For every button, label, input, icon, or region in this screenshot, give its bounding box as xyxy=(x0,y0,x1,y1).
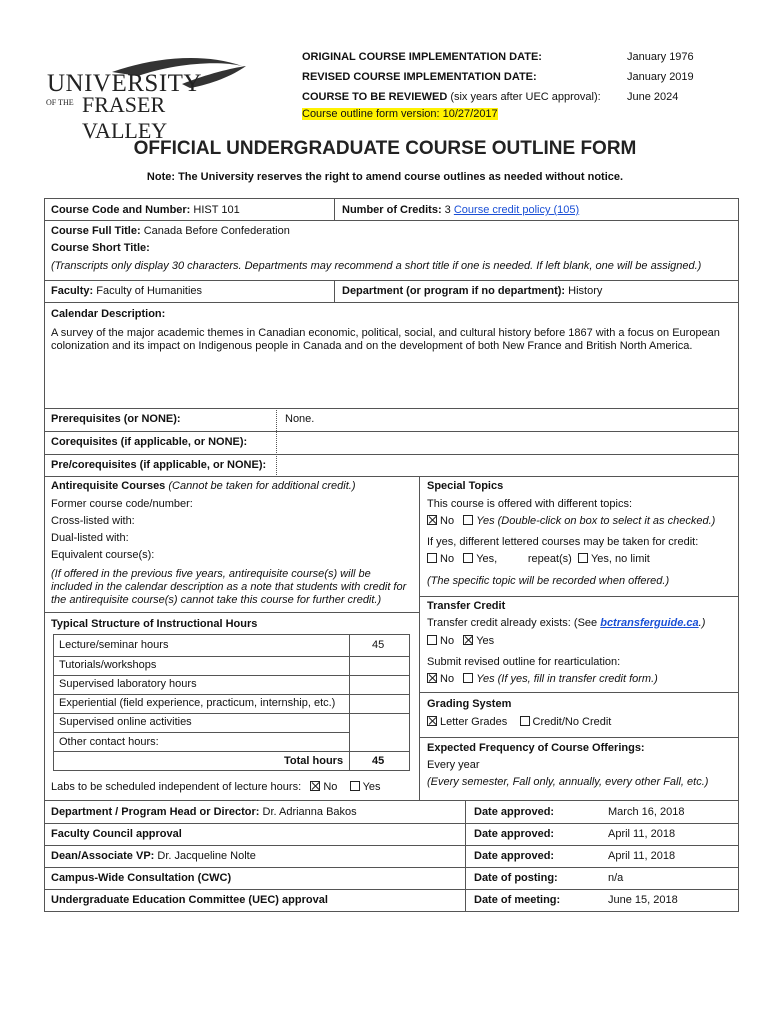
review-date-row xyxy=(302,91,601,103)
antireq-label: Antirequisite Courses xyxy=(51,480,166,492)
rearticulation-no-checkbox[interactable] xyxy=(427,673,437,683)
credits-label: Number of Credits: xyxy=(342,204,442,216)
frequency-note: (Every semester, Fall only, annually, every other Fall, etc.) xyxy=(427,776,709,788)
review-date-label: COURSE TO BE REVIEWED xyxy=(302,91,448,103)
approval-date-label: Date of meeting: xyxy=(474,894,561,906)
approval-value: Dr. Jacqueline Nolte xyxy=(154,850,256,862)
total-hours-value: 45 xyxy=(372,755,385,767)
approval-value: Dr. Adrianna Bakos xyxy=(259,806,357,818)
review-date-value: June 2024 xyxy=(627,91,679,103)
calendar-description[interactable]: A survey of the major academic themes in Canadian economic, political, social, and cultural history before 1867 with a focus on European colonization and its impact on Indigenous people in Canada and on the development of both New France and British North America. xyxy=(51,327,720,352)
hours-row-label: Experiential (field experience, practicum, internship, etc.) xyxy=(59,697,336,709)
approval-date-value[interactable]: June 15, 2018 xyxy=(608,894,678,906)
faculty-label: Faculty: xyxy=(51,285,94,297)
department-value: History xyxy=(565,285,603,297)
approval-row-label xyxy=(51,850,256,863)
faculty-value: Faculty of Humanities xyxy=(93,285,203,297)
course-code-field[interactable] xyxy=(51,204,240,217)
frequency-label: Expected Frequency of Course Offerings: xyxy=(427,742,645,754)
lettered-no-checkbox[interactable] xyxy=(427,553,437,563)
credit-no-credit-checkbox[interactable] xyxy=(520,716,530,726)
transfer-no-checkbox[interactable] xyxy=(427,635,437,645)
revised-date-value: January 2019 xyxy=(627,71,694,83)
bctransferguide-link[interactable]: bctransferguide.ca xyxy=(600,617,699,629)
special-no-label: No xyxy=(440,515,455,527)
transfer-yes-checkbox[interactable] xyxy=(463,635,473,645)
hours-label: Typical Structure of Instructional Hours xyxy=(51,618,258,630)
special-topics-label: Special Topics xyxy=(427,480,504,492)
transfer-exists-label: Transfer credit already exists: (See xyxy=(427,617,601,629)
grading-system-label: Grading System xyxy=(427,698,512,710)
amend-note: Note: The University reserves the right to amend course outlines as needed without notice. xyxy=(146,171,624,183)
letter-grades-label: Letter Grades xyxy=(440,716,508,728)
hours-row-label: Lecture/seminar hours xyxy=(59,639,169,651)
transfer-credit-label: Transfer Credit xyxy=(427,600,506,612)
credits-value: 3 xyxy=(441,204,454,216)
special-offered-options xyxy=(427,515,715,528)
full-title-label: Course Full Title: xyxy=(51,225,141,237)
full-title-value: Canada Before Confederation xyxy=(140,225,290,237)
former-course-label: Former course code/number: xyxy=(51,498,193,510)
rearticulation-options xyxy=(427,673,658,686)
special-no-checkbox[interactable] xyxy=(427,515,437,525)
credit-no-credit-label: Credit/No Credit xyxy=(532,716,612,728)
rearticulation-yes-label: Yes (If yes, fill in transfer credit form.) xyxy=(476,673,658,685)
labs-no-checkbox[interactable] xyxy=(310,781,320,791)
hours-row-label: Other contact hours: xyxy=(59,736,159,748)
cross-listed-label: Cross-listed with: xyxy=(51,515,135,527)
lettered-no-label: No xyxy=(440,553,455,565)
letter-grades-checkbox[interactable] xyxy=(427,716,437,726)
original-date-label: ORIGINAL COURSE IMPLEMENTATION DATE: xyxy=(302,51,542,63)
faculty-field[interactable] xyxy=(51,285,202,298)
full-title-field[interactable] xyxy=(51,225,290,238)
rearticulation-yes-checkbox[interactable] xyxy=(463,673,473,683)
hours-row-label: Supervised laboratory hours xyxy=(59,678,197,690)
logo-fraser-valley-text: FRASER VALLEY xyxy=(82,92,168,143)
special-yes-checkbox[interactable] xyxy=(463,515,473,525)
approval-date-label: Date approved: xyxy=(474,806,555,818)
department-field[interactable] xyxy=(342,285,602,298)
dual-listed-label: Dual-listed with: xyxy=(51,532,129,544)
form-version-text: Course outline form version: 10/27/2017 xyxy=(302,108,498,120)
original-date-value: January 1976 xyxy=(627,51,694,63)
lettered-yes-checkbox[interactable] xyxy=(463,553,473,563)
approval-label: Dean/Associate VP: xyxy=(51,850,155,862)
prereq-label: Prerequisites (or NONE): xyxy=(51,413,181,425)
total-hours-label: Total hours xyxy=(284,755,344,767)
approval-date-label: Date approved: xyxy=(474,828,555,840)
department-label: Department (or program if no department): xyxy=(342,285,566,297)
credits-field[interactable] xyxy=(342,204,579,217)
credit-policy-link[interactable]: Course credit policy (105) xyxy=(453,204,580,216)
calendar-label: Calendar Description: xyxy=(51,308,166,320)
hours-row-value[interactable]: 45 xyxy=(372,639,385,651)
transfer-exists-row xyxy=(427,617,705,630)
short-title-note: (Transcripts only display 30 characters. Departments may recommend a short title if one is needed. If left blank, one will be assigned.) xyxy=(51,260,702,272)
antireq-note: (Cannot be taken for additional credit.) xyxy=(165,480,356,492)
precoreq-label: Pre/corequisites (if applicable, or NONE): xyxy=(51,459,267,471)
approval-date-value[interactable]: April 11, 2018 xyxy=(608,850,676,862)
special-yes-label: Yes (Double-click on box to select it as checked.) xyxy=(476,515,716,527)
page-title: OFFICIAL UNDERGRADUATE COURSE OUTLINE FORM xyxy=(133,138,637,159)
transfer-exists-options xyxy=(427,635,494,648)
revised-date-label: REVISED COURSE IMPLEMENTATION DATE: xyxy=(302,71,537,83)
approval-label: Faculty Council approval xyxy=(51,828,182,840)
labs-no-label: No xyxy=(323,781,338,793)
transfer-yes-label: Yes xyxy=(476,635,495,647)
labs-yes-checkbox[interactable] xyxy=(350,781,360,791)
coreq-label: Corequisites (if applicable, or NONE): xyxy=(51,436,248,448)
special-offered-label: This course is offered with different topics: xyxy=(427,498,633,510)
rearticulation-no-label: No xyxy=(440,673,455,685)
hours-row-label: Supervised online activities xyxy=(59,716,192,728)
hours-row-label: Tutorials/workshops xyxy=(59,659,157,671)
equivalent-course-label: Equivalent course(s): xyxy=(51,549,155,561)
labs-row xyxy=(51,781,381,794)
course-code-value: HIST 101 xyxy=(190,204,240,216)
logo-of-the-text: OF THE xyxy=(46,98,74,107)
labs-yes-label: Yes xyxy=(362,781,381,793)
short-title-label: Course Short Title: xyxy=(51,242,150,254)
antireq-warning: (If offered in the previous five years, antirequisite course(s) will be included in the calendar description as a note that students with credit for the antirequisite course(s) cannot take this course for further credit.) xyxy=(51,568,407,606)
labs-label: Labs to be scheduled independent of lecture hours: xyxy=(51,781,302,793)
repeats-label: repeat(s) xyxy=(527,553,572,565)
approval-date-value[interactable]: n/a xyxy=(608,872,624,884)
transfer-exists-end: .) xyxy=(698,617,706,629)
lettered-nolimit-checkbox[interactable] xyxy=(578,553,588,563)
antireq-heading xyxy=(51,480,355,493)
prereq-value[interactable]: None. xyxy=(285,413,315,425)
logo-university-text: UNIVERSITY xyxy=(47,70,202,97)
lettered-yes-label: Yes, xyxy=(476,553,498,565)
frequency-value[interactable]: Every year xyxy=(427,759,480,771)
form-version xyxy=(302,108,498,120)
lettered-label: If yes, different lettered courses may be taken for credit: xyxy=(427,536,699,548)
course-code-label: Course Code and Number: xyxy=(51,204,191,216)
topic-recorded-note: (The specific topic will be recorded when offered.) xyxy=(427,575,670,587)
approval-label: Campus-Wide Consultation (CWC) xyxy=(51,872,232,884)
transfer-no-label: No xyxy=(440,635,455,647)
approval-date-value[interactable]: March 16, 2018 xyxy=(608,806,685,818)
approval-row-label xyxy=(51,806,357,819)
lettered-nolimit-label: Yes, no limit xyxy=(590,553,650,565)
approval-date-value[interactable]: April 11, 2018 xyxy=(608,828,676,840)
review-date-note: (six years after UEC approval): xyxy=(447,91,601,103)
approval-date-label: Date of posting: xyxy=(474,872,558,884)
lettered-options xyxy=(427,553,650,566)
rearticulation-label: Submit revised outline for rearticulation: xyxy=(427,656,621,668)
approval-date-label: Date approved: xyxy=(474,850,555,862)
approval-label: Department / Program Head or Director: xyxy=(51,806,260,818)
approval-label: Undergraduate Education Committee (UEC) approval xyxy=(51,894,328,906)
university-logo xyxy=(42,50,252,143)
grading-options xyxy=(427,716,611,729)
